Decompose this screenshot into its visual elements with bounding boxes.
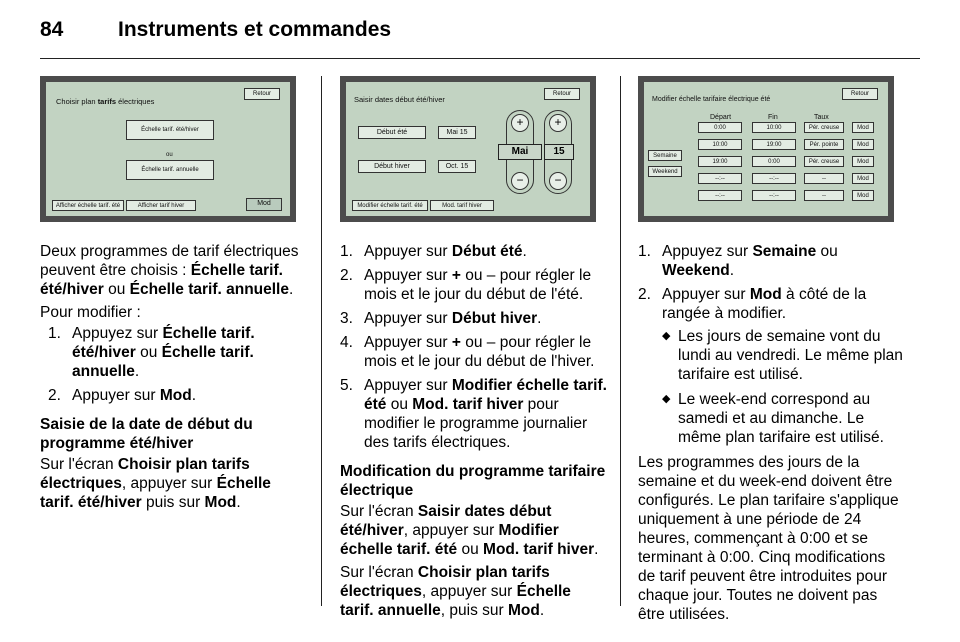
- taux-cell: Pér. creuse: [804, 122, 844, 133]
- screen-choose-plan: [40, 76, 296, 222]
- screen1-title: Choisir plan tarifs électriques: [56, 97, 155, 106]
- week-button[interactable]: Semaine: [648, 150, 682, 161]
- list-item: 1. Appuyez sur Semaine ou Weekend.: [638, 243, 838, 279]
- screen1-or-label: ou: [166, 152, 173, 158]
- row-mod-button[interactable]: Mod: [852, 173, 874, 184]
- bullet-weekdays: ◆ Les jours de semaine vont du lundi au vendredi. Le même plan tarifaire est utilisé.: [662, 327, 906, 384]
- col2-paragraph-1: Sur l'écran Saisir dates début été/hiver, appuyer sur Modifier échelle tarif. été ou Mod. tarif hiver.: [340, 503, 599, 558]
- month-plus-button[interactable]: +: [511, 114, 529, 132]
- depart-cell: 19:00: [698, 156, 742, 167]
- list-item: 2. Appuyer sur Mod à côté de la rangée à modifier. ◆ Les jours de semaine vont du lundi au vendredi. Le même plan tarifaire est utilisé. ◆ Le week-end correspond au samedi et au dimanche. Le même plan tarifaire est utilisé.: [638, 285, 906, 447]
- fin-cell: --:--: [752, 190, 796, 201]
- depart-cell: --:--: [698, 190, 742, 201]
- column-header-depart: Départ: [710, 114, 732, 121]
- taux-cell: --: [804, 173, 844, 184]
- fin-cell: 19:00: [752, 139, 796, 150]
- screen1-tab-winter[interactable]: Afficher tarif hiver: [126, 200, 196, 211]
- list-item: 3. Appuyer sur Début hiver.: [340, 310, 542, 327]
- row-mod-button[interactable]: Mod: [852, 190, 874, 201]
- screen1-mod-button[interactable]: Mod: [246, 198, 282, 211]
- day-minus-button[interactable]: −: [549, 172, 567, 190]
- row-mod-button[interactable]: Mod: [852, 156, 874, 167]
- fin-cell: --:--: [752, 173, 796, 184]
- screen-season-dates: [340, 76, 596, 222]
- screen2-tab-winter[interactable]: Mod. tarif hiver: [430, 200, 494, 211]
- column-divider-2: [620, 76, 621, 606]
- col2-steps: [340, 242, 608, 452]
- col2-heading: Modification du programme tarifaire électrique: [340, 463, 606, 499]
- taux-cell: Pér. pointe: [804, 139, 844, 150]
- row-mod-button[interactable]: Mod: [852, 139, 874, 150]
- col1-paragraph: Sur l'écran Choisir plan tarifs électriques, appuyer sur Échelle tarif. été/hiver puis sur Mod.: [40, 456, 271, 511]
- day-value: 15: [544, 144, 574, 160]
- screen-edit-schedule-display: [644, 82, 888, 216]
- column-3: [638, 76, 906, 628]
- col3-paragraph: Les programmes des jours de la semaine et du week-end doivent être configurés. Le plan tarifaire s'applique uniquement à une période de 24 heures, commençant à 0:00 et se terminant à 0:00. Cinq modifications de tarif peuvent être introduites pour chaque jour. Toutes ne doivent pas être utilisées.: [638, 454, 899, 623]
- fin-cell: 10:00: [752, 122, 796, 133]
- list-item: 1. Appuyez sur Échelle tarif. été/hiver ou Échelle tarif. annuelle.: [48, 325, 255, 380]
- list-item: 5. Appuyer sur Modifier échelle tarif. été ou Mod. tarif hiver pour modifier le programme journalier des tarifs électriques.: [340, 377, 607, 451]
- list-item: 2. Appuyer sur Mod.: [48, 387, 197, 404]
- page-title: Instruments et commandes: [118, 18, 392, 41]
- screen2-summer-start-button[interactable]: Début été: [358, 126, 426, 139]
- screen3-back-button[interactable]: Retour: [842, 88, 878, 100]
- list-item: 1. Appuyer sur Début été.: [340, 243, 527, 260]
- depart-cell: 0:00: [698, 122, 742, 133]
- month-value: Mai: [498, 144, 542, 160]
- screen-choose-plan-display: [46, 82, 290, 216]
- screen2-back-button[interactable]: Retour: [544, 88, 580, 100]
- screen-season-dates-display: [346, 82, 590, 216]
- page-header: [40, 18, 920, 48]
- header-rule: [40, 58, 920, 59]
- page-number: 84: [40, 18, 64, 41]
- screen-edit-schedule: [638, 76, 894, 222]
- bullet-weekend: ◆ Le week-end correspond au samedi et au dimanche. Le même plan tarifaire est utilisé.: [662, 390, 906, 447]
- screen2-summer-date: Mai 15: [438, 126, 476, 139]
- col1-modify-label: Pour modifier :: [40, 304, 141, 321]
- screen1-annual-button[interactable]: Échelle tarif. annuelle: [126, 160, 214, 180]
- taux-cell: Pér. creuse: [804, 156, 844, 167]
- screen3-title: Modifier échelle tarifaire électrique été: [652, 96, 771, 103]
- fin-cell: 0:00: [752, 156, 796, 167]
- column-1: [40, 76, 308, 516]
- screen1-summer-winter-button[interactable]: Échelle tarif. été/hiver: [126, 120, 214, 140]
- column-2: [340, 76, 608, 624]
- col1-heading: Saisie de la date de début du programme été/hiver: [40, 416, 253, 452]
- taux-cell: --: [804, 190, 844, 201]
- depart-cell: 10:00: [698, 139, 742, 150]
- col1-intro: Deux programmes de tarif électriques peuvent être choisis : Échelle tarif. été/hiver ou Échelle tarif. annuelle.: [40, 243, 299, 298]
- depart-cell: --:--: [698, 173, 742, 184]
- column-header-fin: Fin: [768, 114, 778, 121]
- screen2-tab-summer[interactable]: Modifier échelle tarif. été: [352, 200, 428, 211]
- row-mod-button[interactable]: Mod: [852, 122, 874, 133]
- screen1-back-button[interactable]: Retour: [244, 88, 280, 100]
- screen2-winter-date: Oct. 15: [438, 160, 476, 173]
- column-header-taux: Taux: [814, 114, 829, 121]
- screen1-tab-summer[interactable]: Afficher échelle tarif. été: [52, 200, 124, 211]
- list-item: 4. Appuyer sur + ou – pour régler le mois et le jour du début de l'hiver.: [340, 334, 595, 370]
- weekend-button[interactable]: Weekend: [648, 166, 682, 177]
- screen2-title: Saisir dates début été/hiver: [354, 95, 445, 104]
- month-minus-button[interactable]: −: [511, 172, 529, 190]
- col3-steps: [638, 242, 906, 447]
- day-plus-button[interactable]: +: [549, 114, 567, 132]
- list-item: 2. Appuyer sur + ou – pour régler le mois et le jour du début de l'été.: [340, 267, 592, 303]
- col3-bullets: [662, 327, 906, 447]
- column-divider-1: [321, 76, 322, 606]
- col1-steps: [48, 324, 308, 405]
- col2-paragraph-2: Sur l'écran Choisir plan tarifs électriques, appuyer sur Échelle tarif. annuelle, puis sur Mod.: [340, 564, 571, 619]
- screen2-winter-start-button[interactable]: Début hiver: [358, 160, 426, 173]
